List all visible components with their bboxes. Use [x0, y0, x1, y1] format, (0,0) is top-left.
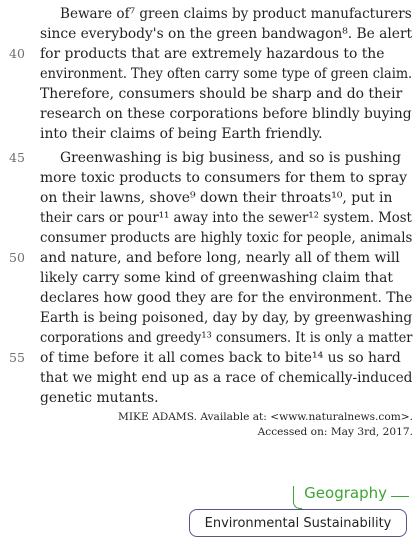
source-citation: MIKE ADAMS. Available at: <www.naturalnews.com>.: [118, 411, 413, 423]
topic-label: Environmental Sustainability: [189, 509, 407, 537]
text-line: their cars or pour¹¹ away into the sewer¹² system. Most: [40, 210, 412, 226]
text-line: that we might end up as a race of chemically-induced: [40, 370, 413, 386]
text-line: for products that are extremely hazardous to the: [40, 46, 385, 62]
text-line: likely carry some kind of greenwashing claim that: [40, 270, 393, 286]
text-line: Earth is being poisoned, day by day, by greenwashing: [40, 310, 413, 326]
subject-badge: [189, 482, 411, 542]
subject-label: Geography: [304, 484, 387, 502]
line-number: 45: [9, 150, 25, 165]
line-number: 50: [9, 250, 25, 265]
text-line: on their lawns, shove⁹ down their throats¹⁰, put in: [40, 190, 393, 206]
bracket-decoration: [293, 486, 302, 509]
text-line: genetic mutants.: [40, 390, 159, 406]
text-line: Therefore, consumers should be sharp and do their: [40, 86, 403, 102]
bracket-line-decoration: [391, 496, 409, 497]
text-line: consumer products are highly toxic for people, animals: [40, 230, 413, 246]
text-line: and nature, and before long, nearly all of them will: [40, 250, 400, 266]
text-line: into their claims of being Earth friendly.: [40, 126, 323, 142]
text-line: of time before it all comes back to bite¹⁴ us so hard: [40, 350, 401, 366]
text-line: more toxic products to consumers for them to spray: [40, 170, 408, 186]
source-accessed-date: Accessed on: May 3rd, 2017.: [257, 426, 413, 438]
line-number: 55: [9, 350, 25, 365]
text-line: research on these corporations before blindly buying: [40, 106, 412, 122]
text-line: corporations and greedy¹³ consumers. It is only a matter: [40, 330, 413, 346]
text-line: Beware of⁷ green claims by product manufacturers: [60, 6, 412, 22]
text-line: since everybody's on the green bandwagon⁸. Be alert: [40, 26, 413, 42]
text-line: Greenwashing is big business, and so is pushing: [60, 150, 401, 166]
line-number: 40: [9, 46, 25, 61]
text-line: declares how good they are for the environment. The: [40, 290, 413, 306]
text-line: environment. They often carry some type of green claim.: [40, 66, 413, 82]
